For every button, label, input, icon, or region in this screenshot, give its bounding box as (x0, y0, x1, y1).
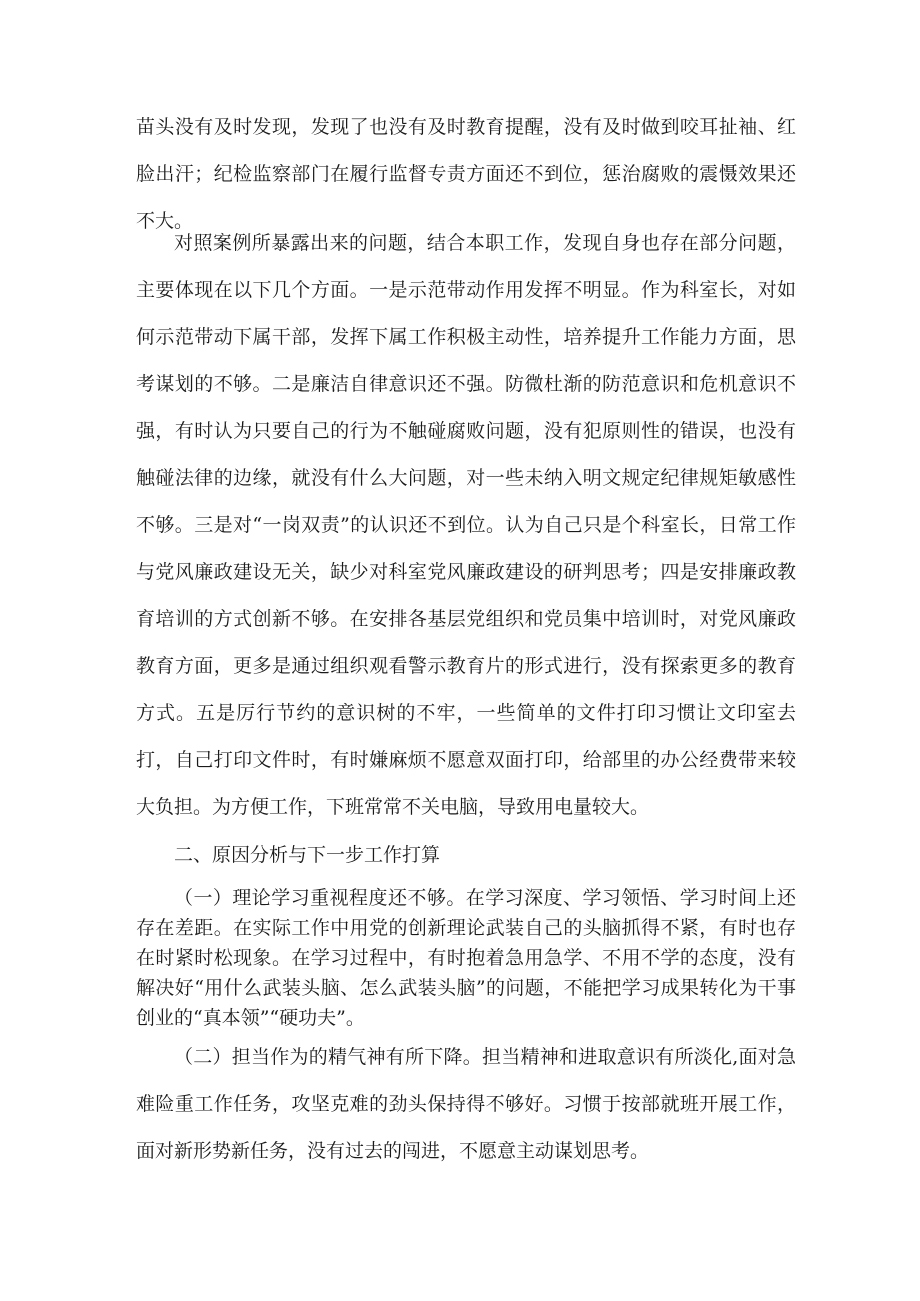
sub-paragraph-theory-study: （一）理论学习重视程度还不够。在学习深度、学习领悟、学习时间上还存在差距。在实际工作中用党的创新理论武装自己的头脑抓得不紧，有时也存在时紧时松现象。在学习过程中，有时抱着急用急学、不用不学的态度，没有解决好“用什么武装头脑、怎么武装头脑”的问题，不能把学习成果转化为干事创业的“真本领”“硬功夫”。 (136, 887, 796, 1029)
sub-paragraph-responsibility: （二）担当作为的精气神有所下降。担当精神和进取意识有所淡化,面对急难险重工作任务，攻坚克难的劲头保持得不够好。习惯于按部就班开展工作，面对新形势新任务，没有过去的闯进，不愿意主动谋划思考。 (136, 1046, 796, 1162)
paragraph-self-issues: 对照案例所暴露出来的问题，结合本职工作，发现自身也存在部分问题，主要体现在以下几个方面。一是示范带动作用发挥不明显。作为科室长，对如何示范带动下属干部，发挥下属工作积极主动性，培养提升工作能力方面，思考谋划的不够。二是廉洁自律意识还不强。防微杜渐的防范意识和危机意识不强，有时认为只要自己的行为不触碰腐败问题，没有犯原则性的错误，也没有触碰法律的边缘，就没有什么大问题，对一些未纳入明文规定纪律规矩敏感性不够。三是对“一岗双责”的认识还不到位。认为自己只是个科室长，日常工作与党风廉政建设无关，缺少对科室党风廉政建设的研判思考；四是安排廉政教育培训的方式创新不够。在安排各基层党组织和党员集中培训时，对党风廉政教育方面，更多是通过组织观看警示教育片的形式进行，没有探索更多的教育方式。五是厉行节约的意识树的不牢，一些简单的文件打印习惯让文印室去打，自己打印文件时，有时嫌麻烦不愿意双面打印，给部里的办公经费带来较大负担。为方便工作，下班常常不关电脑，导致用电量较大。 (136, 232, 796, 818)
paragraph-continuation: 苗头没有及时发现，发现了也没有及时教育提醒，没有及时做到咬耳扯袖、红脸出汗；纪检监察部门在履行监督专责方面还不到位，惩治腐败的震慑效果还不大。 (136, 116, 796, 232)
section-heading: 二、原因分析与下一步工作打算 (174, 844, 441, 866)
